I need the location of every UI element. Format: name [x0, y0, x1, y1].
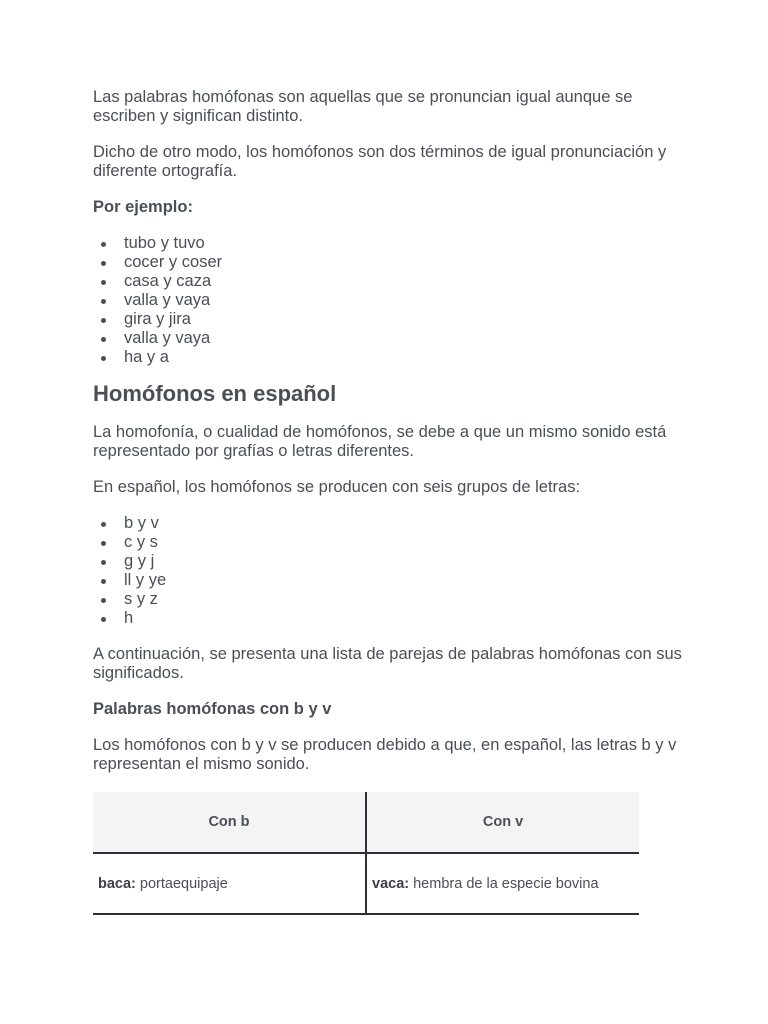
table-row — [93, 853, 639, 914]
bullet-icon — [101, 356, 106, 361]
bullet-icon — [101, 579, 106, 584]
letter-groups-list — [93, 514, 683, 628]
list-item — [93, 590, 683, 609]
homophones-table — [93, 792, 639, 915]
bullet-icon — [101, 522, 106, 527]
table-header-row — [93, 792, 639, 853]
term-word: baca: — [98, 875, 136, 892]
bullet-icon — [101, 560, 106, 565]
section-paragraph-2: En español, los homófonos se producen con seis grupos de letras: — [93, 478, 581, 496]
list-item — [93, 348, 683, 367]
list-item-text: valla y vaya — [124, 329, 211, 347]
intro-paragraph-2: Dicho de otro modo, los homófonos son dos términos de igual pronunciación y diferente ortografía. — [93, 143, 667, 180]
list-item — [93, 609, 683, 628]
list-item-text: ha y a — [124, 348, 169, 366]
examples-list — [93, 234, 683, 367]
term-definition: hembra de la especie bovina — [409, 875, 599, 892]
bullet-icon — [101, 280, 106, 285]
list-item-text: c y s — [124, 533, 158, 551]
list-item — [93, 310, 683, 329]
list-item — [93, 571, 683, 590]
list-item-text: h — [124, 609, 134, 627]
list-item-text: gira y jira — [124, 310, 191, 328]
list-item — [93, 272, 683, 291]
list-item — [93, 533, 683, 552]
term-word: vaca: — [372, 875, 410, 892]
list-item — [93, 552, 683, 571]
list-item-text: b y v — [124, 514, 159, 532]
subsection-heading: Palabras homófonas con b y v — [93, 700, 332, 718]
bullet-icon — [101, 541, 106, 546]
list-item-text: tubo y tuvo — [124, 234, 205, 252]
list-item — [93, 234, 683, 253]
bullet-icon — [101, 242, 106, 247]
example-label: Por ejemplo: — [93, 198, 193, 216]
list-item — [93, 514, 683, 533]
list-item-text: valla y vaya — [124, 291, 211, 309]
bullet-icon — [101, 299, 106, 304]
table-cell-right — [366, 853, 639, 914]
bullet-icon — [101, 318, 106, 323]
subsection-paragraph-1: Los homófonos con b y v se producen debido a que, en español, las letras b y v representan el mismo sonido. — [93, 736, 677, 773]
table-header-con-v: Con v — [366, 792, 639, 853]
list-item-text: ll y ye — [124, 571, 167, 589]
list-item-text: g y j — [124, 552, 155, 570]
section-paragraph-1: La homofonía, o cualidad de homófonos, se debe a que un mismo sonido está representado por grafías o letras diferentes. — [93, 423, 667, 460]
bullet-icon — [101, 261, 106, 266]
list-item-text: cocer y coser — [124, 253, 223, 271]
table-cell-left — [93, 853, 366, 914]
list-item-text: s y z — [124, 590, 158, 608]
section-paragraph-3: A continuación, se presenta una lista de parejas de palabras homófonas con sus significados. — [93, 645, 682, 682]
bullet-icon — [101, 337, 106, 342]
section-heading: Homófonos en español — [93, 381, 337, 406]
document-page — [93, 88, 683, 915]
list-item-text: casa y caza — [124, 272, 212, 290]
intro-paragraph-1: Las palabras homófonas son aquellas que se pronuncian igual aunque se escriben y significan distinto. — [93, 88, 633, 125]
term-definition: portaequipaje — [135, 875, 228, 892]
bullet-icon — [101, 598, 106, 603]
table-header-con-b: Con b — [93, 792, 366, 853]
bullet-icon — [101, 617, 106, 622]
list-item — [93, 291, 683, 310]
list-item — [93, 329, 683, 348]
list-item — [93, 253, 683, 272]
